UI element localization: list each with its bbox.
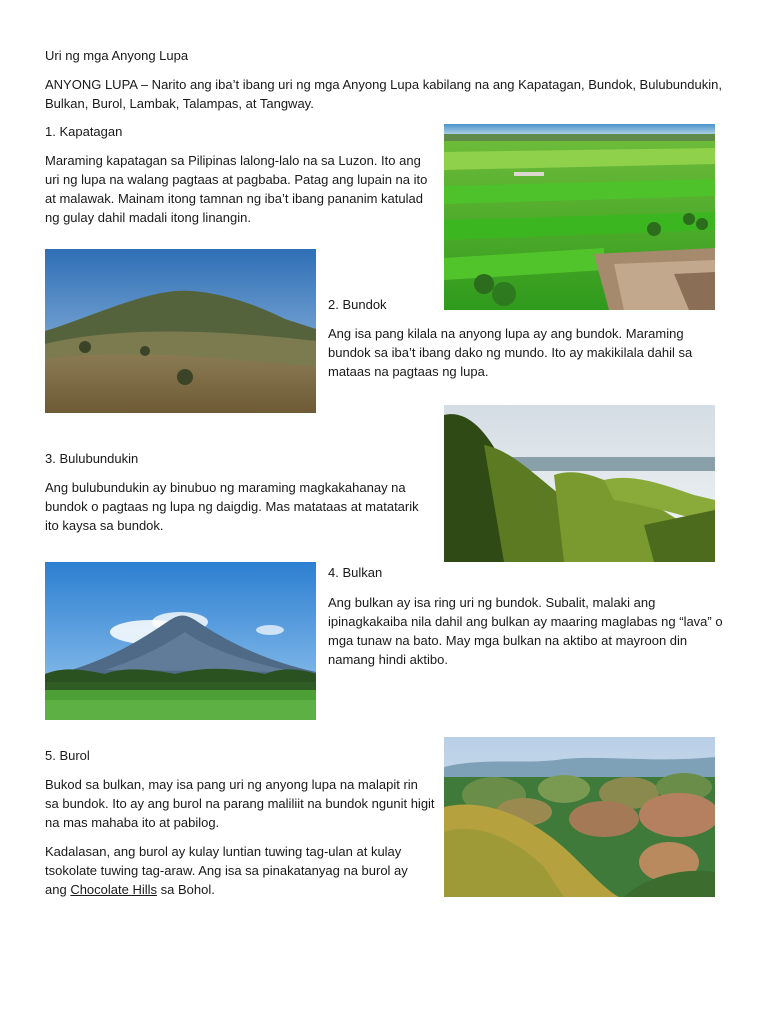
burol-photo: [444, 737, 715, 897]
section-body-burol-2: [45, 842, 430, 899]
intro-paragraph: ANYONG LUPA – Narito ang iba’t ibang uri ng mga Anyong Lupa kabilang na ang Kapatagan, Bundok, Bulubundukin, Bulkan, Burol, Lambak, Talampas, at Tangway.: [45, 77, 722, 111]
section-body-burol: Bukod sa bulkan, may isa pang uri ng anyong lupa na malapit rin sa bundok. Ito ay ang burol na parang maliliit na bundok ngunit higit na mas mahaba ito at pabilog.: [45, 777, 435, 830]
section-heading-kapatagan: 1. Kapatagan: [45, 124, 123, 139]
bundok-photo: [45, 249, 316, 413]
bulubundukin-photo: [444, 405, 715, 562]
section-body-bulubundukin: Ang bulubundukin ay binubuo ng maraming magkakahanay na bundok o pagtaas ng lupa ng daigdig. Mas matataas at matatarik ito kaysa sa bundok.: [45, 480, 419, 533]
chocolate-hills-link[interactable]: Chocolate Hills: [70, 882, 158, 897]
document-title: Uri ng mga Anyong Lupa: [45, 48, 189, 63]
burol-text-before-link: Kadalasan, ang burol ay kulay luntian tuwing tag-ulan at kulay tsokolate tuwing tag-araw. Ang isa sa pinakatanyag na burol ay ang: [45, 844, 408, 897]
section-body-bundok: Ang isa pang kilala na anyong lupa ay ang bundok. Maraming bundok sa iba’t ibang dako ng mundo. Ito ay makikilala dahil sa mataas na pagtaas ng lupa.: [328, 326, 693, 379]
section-body-bulkan: Ang bulkan ay isa ring uri ng bundok. Subalit, malaki ang ipinagkakaiba nila dahil ang bulkan ay maaring maglabas ng “lava” o mga tunaw na bato. May mga bulkan na aktibo at mayroon din namang hindi aktibo.: [328, 595, 723, 667]
section-body-kapatagan: Maraming kapatagan sa Pilipinas lalong-lalo na sa Luzon. Ito ang uri ng lupa na walang pagtaas at pagbaba. Patag ang lupain na ito at malawak. Mainam itong tamnan ng iba’t ibang pananim katulad ng gulay dahil madali itong linangin.: [45, 153, 428, 225]
section-heading-bulkan: 4. Bulkan: [328, 565, 383, 580]
bulkan-photo: [45, 562, 316, 720]
burol-text-after-link: sa Bohol.: [157, 882, 215, 897]
kapatagan-photo: [444, 124, 715, 310]
section-heading-bulubundukin: 3. Bulubundukin: [45, 451, 139, 466]
section-heading-burol: 5. Burol: [45, 748, 90, 763]
section-heading-bundok: 2. Bundok: [328, 297, 387, 312]
